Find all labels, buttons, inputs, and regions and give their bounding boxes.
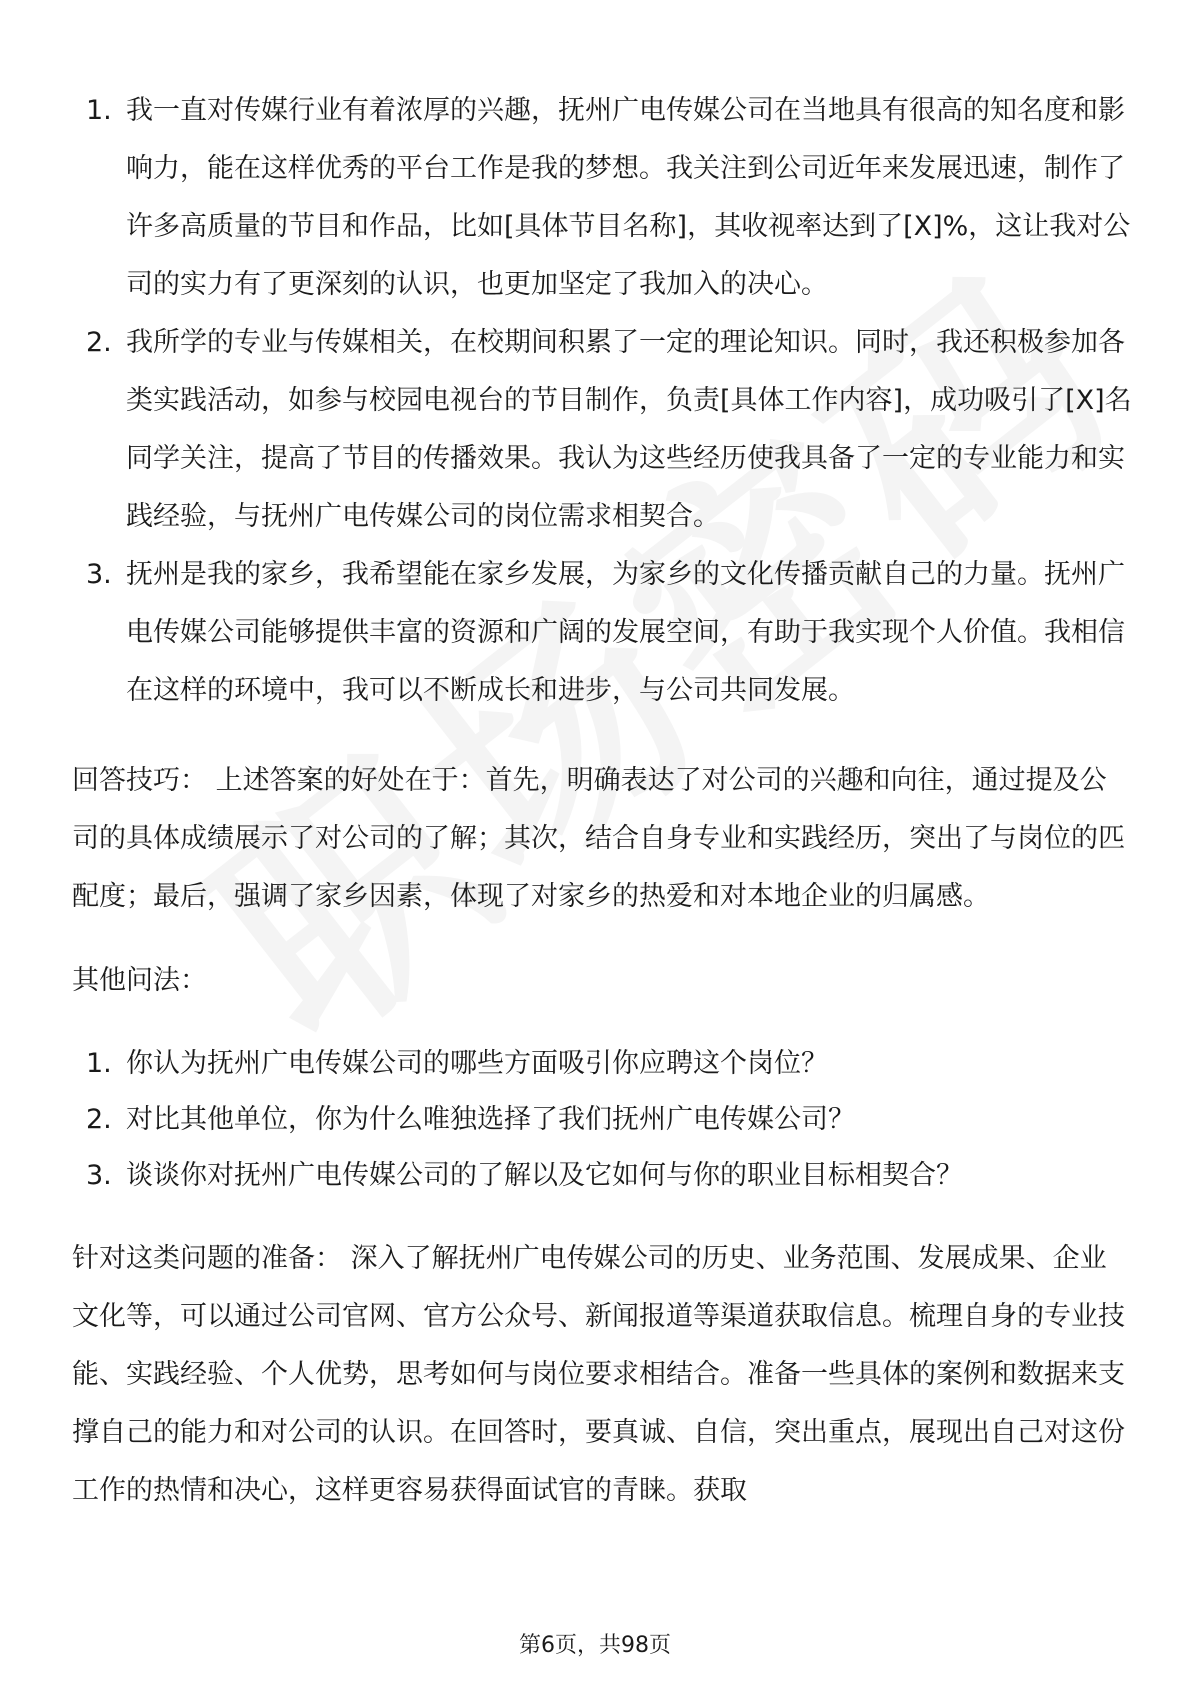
list-number: 1. <box>86 95 112 126</box>
other-question-item <box>72 1036 1132 1092</box>
other-questions-list <box>72 1036 1132 1204</box>
answer-item <box>72 546 1132 720</box>
spacer <box>72 720 1132 752</box>
answer-text: 抚州是我的家乡，我希望能在家乡发展，为家乡的文化传播贡献自己的力量。抚州广电传媒公司能够提供丰富的资源和广阔的发展空间，有助于我实现个人价值。我相信在这样的环境中，我可以不断成长和进步，与公司共同发展。 <box>126 559 1125 706</box>
other-question-item <box>72 1148 1132 1204</box>
answer-text: 我所学的专业与传媒相关，在校期间积累了一定的理论知识。同时，我还积极参加各类实践活动，如参与校园电视台的节目制作，负责[具体工作内容]，成功吸引了[X]名同学关注，提高了节目的传播效果。我认为这些经历使我具备了一定的专业能力和实践经验，与抚州广电传媒公司的岗位需求相契合。 <box>126 327 1132 532</box>
other-questions-heading: 其他问法： <box>72 965 207 996</box>
other-question-text: 你认为抚州广电传媒公司的哪些方面吸引你应聘这个岗位？ <box>126 1048 828 1079</box>
answer-text: 我一直对传媒行业有着浓厚的兴趣，抚州广电传媒公司在当地具有很高的知名度和影响力，能在这样优秀的平台工作是我的梦想。我关注到公司近年来发展迅速，制作了许多高质量的节目和作品，比如[具体节目名称]，其收视率达到了[X]%，这让我对公司的实力有了更深刻的认识，也更加坚定了我加入的决心。 <box>126 95 1131 300</box>
spacer <box>72 1010 1132 1036</box>
list-number: 2. <box>86 327 112 358</box>
answer-tips: 回答技巧： 上述答案的好处在于：首先，明确表达了对公司的兴趣和向往，通过提及公司的具体成绩展示了对公司的了解；其次，结合自身专业和实践经历，突出了与岗位的匹配度；最后，强调了家乡因素，体现了对家乡的热爱和对本地企业的归属感。 <box>72 765 1125 912</box>
other-question-text: 对比其他单位，你为什么唯独选择了我们抚州广电传媒公司？ <box>126 1104 855 1135</box>
list-number: 2. <box>86 1104 112 1135</box>
other-question-item <box>72 1092 1132 1148</box>
spacer <box>72 926 1132 952</box>
list-number: 3. <box>86 559 112 590</box>
list-number: 3. <box>86 1160 112 1191</box>
other-question-text: 谈谈你对抚州广电传媒公司的了解以及它如何与你的职业目标相契合？ <box>126 1160 963 1191</box>
answer-list <box>72 82 1132 720</box>
answer-item <box>72 82 1132 314</box>
page-content <box>72 82 1132 1520</box>
spacer <box>72 1204 1132 1230</box>
page-footer: 第6页，共98页 <box>519 1633 671 1658</box>
preparation-paragraph: 针对这类问题的准备： 深入了解抚州广电传媒公司的历史、业务范围、发展成果、企业文化等，可以通过公司官网、官方公众号、新闻报道等渠道获取信息。梳理自身的专业技能、实践经验、个人优势，思考如何与岗位要求相结合。准备一些具体的案例和数据来支撑自己的能力和对公司的认识。在回答时，要真诚、自信，突出重点，展现出自己对这份工作的热情和决心，这样更容易获得面试官的青睐。获取 <box>72 1243 1125 1506</box>
answer-item <box>72 314 1132 546</box>
list-number: 1. <box>86 1048 112 1079</box>
